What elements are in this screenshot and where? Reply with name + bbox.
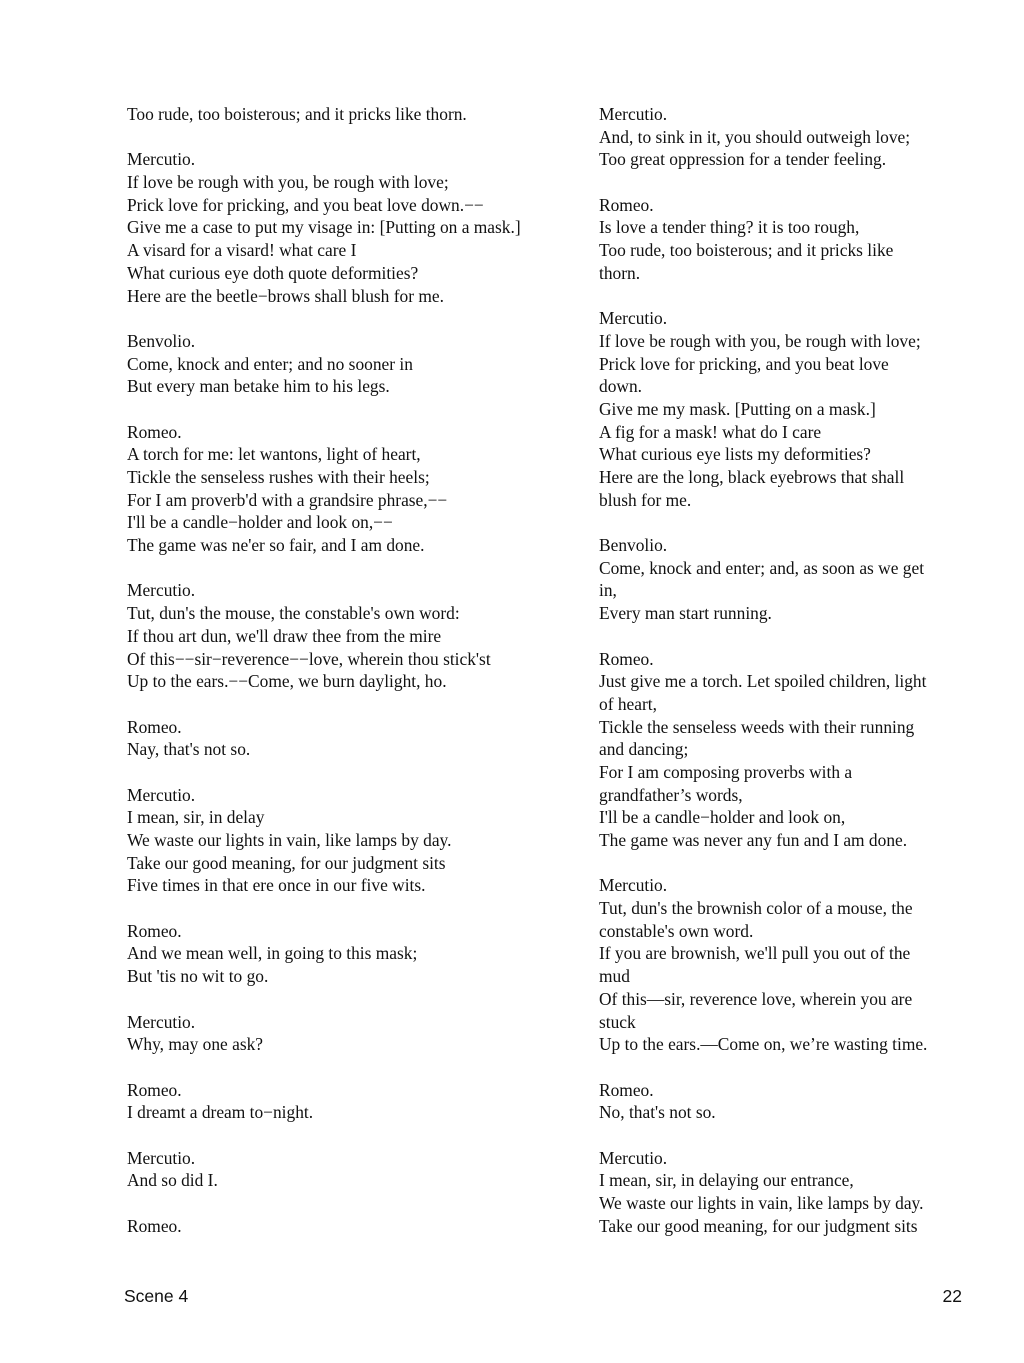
text-line: in, (599, 580, 617, 601)
text-line (599, 1124, 979, 1147)
text-line: Tickle the senseless weeds with their running (599, 716, 915, 737)
text-line: If love be rough with you, be rough with love; (599, 330, 921, 351)
text-line: Romeo. (127, 421, 182, 442)
text-line: Romeo. (599, 1079, 654, 1100)
text-line: And, to sink in it, you should outweigh love; (599, 126, 911, 147)
text-line: Too rude, too boisterous; and it pricks like thorn. (127, 104, 467, 124)
text-line (127, 307, 577, 330)
text-line: Every man start running. (599, 603, 772, 624)
text-line: Romeo. (127, 920, 182, 941)
text-line (599, 625, 979, 648)
text-line: Here are the beetle−brows shall blush for me. (127, 285, 444, 306)
text-line: But every man betake him to his legs. (127, 376, 390, 397)
text-line: Mercutio. (599, 875, 668, 896)
text-line (127, 126, 577, 149)
text-line: A torch for me: let wantons, light of heart, (127, 444, 421, 465)
text-line: Give me my mask. [Putting on a mask.] (599, 398, 876, 419)
text-line: of heart, (599, 693, 657, 714)
text-line: Of this—sir, reverence love, wherein you are (599, 988, 913, 1009)
text-line: Mercutio. (127, 1147, 196, 1168)
text-line: Nay, that's not so. (127, 739, 251, 760)
text-line: I dreamt a dream to−night. (127, 1102, 314, 1123)
text-line (127, 897, 577, 920)
text-line (127, 761, 577, 784)
text-line: Mercutio. (599, 1147, 668, 1168)
text-line: Mercutio. (127, 149, 196, 170)
text-line: If you are brownish, we'll pull you out of the (599, 943, 911, 964)
text-line: For I am proverb'd with a grandsire phrase,−− (127, 489, 448, 510)
text-line: down. (599, 376, 642, 397)
text-line (127, 398, 577, 421)
text-line: I mean, sir, in delaying our entrance, (599, 1170, 854, 1191)
text-line: For I am composing proverbs with a (599, 761, 853, 782)
footer-page-number: 22 (942, 1286, 962, 1306)
text-line: Mercutio. (599, 104, 668, 124)
text-line: Mercutio. (127, 784, 196, 805)
text-line (127, 1056, 577, 1079)
text-line (599, 285, 979, 308)
text-line: No, that's not so. (599, 1102, 716, 1123)
text-line: What curious eye lists my deformities? (599, 444, 871, 465)
text-line (127, 693, 577, 716)
text-line: Romeo. (599, 194, 654, 215)
text-line (127, 557, 577, 580)
text-line: Take our good meaning, for our judgment sits (599, 1215, 918, 1236)
text-line: What curious eye doth quote deformities? (127, 262, 419, 283)
text-line: Come, knock and enter; and no sooner in (127, 353, 413, 374)
text-line: Come, knock and enter; and, as soon as we get (599, 557, 925, 578)
text-line: Too rude, too boisterous; and it pricks like (599, 240, 894, 261)
text-line: Give me a case to put my visage in: [Putting on a mask.] (127, 217, 521, 238)
original-text-column (127, 103, 577, 1237)
text-line: Romeo. (127, 1215, 182, 1236)
text-line: The game was ne'er so fair, and I am done. (127, 535, 425, 556)
text-line: But 'tis no wit to go. (127, 966, 269, 987)
modern-text-column (599, 103, 979, 1237)
text-line: Mercutio. (127, 580, 196, 601)
text-line: Prick love for pricking, and you beat love down.−− (127, 194, 484, 215)
text-line: Too great oppression for a tender feeling. (599, 149, 887, 170)
text-line (127, 1192, 577, 1215)
text-line: If thou art dun, we'll draw thee from the mire (127, 625, 442, 646)
text-line: constable's own word. (599, 920, 754, 941)
text-line: And so did I. (127, 1170, 218, 1191)
text-line: I mean, sir, in delay (127, 807, 265, 828)
text-line: Romeo. (127, 1079, 182, 1100)
text-line: thorn. (599, 262, 641, 283)
text-line: Benvolio. (127, 330, 196, 351)
text-line: Take our good meaning, for our judgment sits (127, 852, 446, 873)
text-line: Just give me a torch. Let spoiled children, light (599, 671, 927, 692)
text-line: I'll be a candle−holder and look on, (599, 807, 846, 828)
text-line: grandfather’s words, (599, 784, 743, 805)
text-line: Tickle the senseless rushes with their heels; (127, 467, 430, 487)
text-line: Up to the ears.—Come on, we’re wasting time. (599, 1034, 928, 1055)
text-line: And we mean well, in going to this mask; (127, 943, 418, 964)
text-line: blush for me. (599, 489, 692, 510)
text-line (599, 171, 979, 194)
text-line (127, 988, 577, 1011)
text-line: We waste our lights in vain, like lamps by day. (599, 1193, 924, 1213)
text-line: stuck (599, 1011, 636, 1032)
text-line: and dancing; (599, 739, 689, 760)
text-line: Of this−−sir−reverence−−love, wherein thou stick'st (127, 648, 491, 669)
text-line: Romeo. (599, 648, 654, 669)
text-line: Why, may one ask? (127, 1034, 264, 1055)
footer-scene-label: Scene 4 (124, 1286, 189, 1306)
text-line: The game was never any fun and I am done. (599, 830, 908, 850)
text-line: mud (599, 966, 630, 987)
text-line: We waste our lights in vain, like lamps by day. (127, 830, 452, 850)
text-line: Romeo. (127, 716, 182, 737)
text-line: Tut, dun's the brownish color of a mouse, the (599, 898, 913, 919)
text-line: Is love a tender thing? it is too rough, (599, 217, 860, 238)
text-line: A visard for a visard! what care I (127, 240, 357, 261)
text-line (599, 852, 979, 875)
text-line (599, 1056, 979, 1079)
text-line: Benvolio. (599, 535, 668, 556)
text-line (127, 1124, 577, 1147)
text-line: Up to the ears.−−Come, we burn daylight, ho. (127, 671, 447, 692)
text-line: Here are the long, black eyebrows that shall (599, 467, 905, 487)
text-line: Five times in that ere once in our five wits. (127, 875, 426, 896)
text-line (599, 511, 979, 534)
text-line: A fig for a mask! what do I care (599, 421, 822, 442)
text-line: Prick love for pricking, and you beat love (599, 353, 889, 374)
text-line: Mercutio. (127, 1011, 196, 1032)
text-line: Mercutio. (599, 308, 668, 329)
text-line: Tut, dun's the mouse, the constable's own word: (127, 603, 460, 624)
text-line: I'll be a candle−holder and look on,−− (127, 512, 393, 533)
text-line: If love be rough with you, be rough with love; (127, 172, 449, 193)
